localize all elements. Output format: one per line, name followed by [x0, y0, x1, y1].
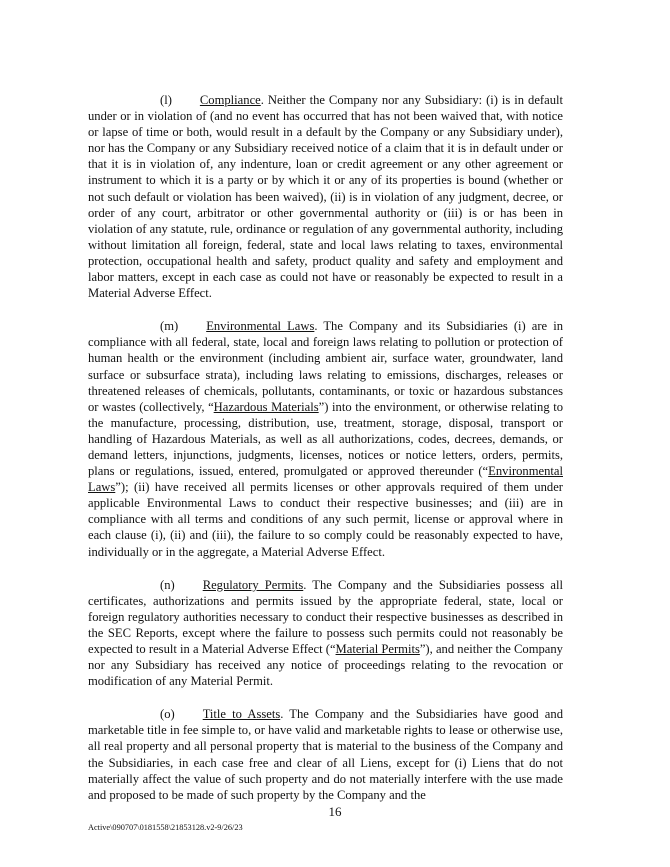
section-label: (n): [160, 577, 175, 592]
document-body: [88, 92, 563, 820]
section-label: (o): [160, 707, 175, 722]
section-paragraph: [88, 318, 563, 559]
section-paragraph: [88, 92, 563, 301]
section-label: (l): [160, 93, 172, 107]
paragraph-text: . The Company and the Subsidiaries possess all certificates, authorizations and permits issued by the appropriate federal, state, local or foreign regulatory authorities necessary to conduct their respective businesses as described in the SEC Reports, except where the failure to possess such permits could not reasonably be expected to result in a Material Adverse Effect (“: [88, 577, 563, 656]
section-heading: Title to Assets: [202, 707, 281, 722]
section-heading: Compliance: [199, 93, 261, 107]
paragraph-text: . The Company and the Subsidiaries have good and marketable title in fee simple to, or have valid and marketable rights to lease or otherwise use, all real property and all personal property that is material to the business of the Company and the Subsidiaries, in each case free and clear of all Liens, except for (i) Liens that do not materially affect the value of such property and do not materially interfere with the use made and proposed to be made of such property by the Company and the: [88, 707, 563, 802]
section-heading: Environmental Laws: [206, 319, 315, 334]
paragraph-text: ”) into the environment, or otherwise relating to the manufacture, processing, distribution, use, treatment, storage, disposal, transport or handling of Hazardous Materials, as well as all authorizations, codes, decrees, demands, or demand letters, injunctions, judgments, licenses, notices or notice letters, orders, permits, plans or regulations, issued, entered, promulgated or approved thereunder (“: [88, 399, 564, 479]
defined-term: Environmental Laws: [88, 464, 563, 495]
document-id-footer: Active\090707\0181558\21853128.v2-9/26/23: [88, 823, 243, 832]
page-number: 16: [328, 804, 342, 819]
section-heading: Regulatory Permits: [202, 577, 304, 592]
paragraph-text: . The Company and its Subsidiaries (i) are in compliance with all federal, state, local and foreign laws relating to pollution or protection of human health or the environment (including ambient air, surface water, groundwater, land surface or subsurface strata), including laws relating to emissions, discharges, releases or threatened releases of chemicals, pollutants, contaminants, or toxic or hazardous substances or wastes (collectively, “: [88, 319, 563, 414]
section-paragraph: [88, 577, 563, 690]
section-paragraph: [88, 706, 563, 803]
defined-term: Hazardous Materials: [213, 399, 319, 414]
paragraph-text: ”); (ii) have received all permits licenses or other approvals required of them under applicable Environmental Laws to conduct their respective businesses; and (iii) are in compliance with all terms and conditions of any such permit, license or approval where in each clause (i), (ii) and (iii), the failure to so comply could be reasonably expected to have, individually or in the aggregate, a Material Adverse Effect.: [88, 480, 563, 559]
defined-term: Material Permits: [335, 642, 420, 656]
section-label: (m): [160, 319, 179, 334]
paragraph-text: ”), and neither the Company nor any Subsidiary has received any notice of proceedings relating to the revocation or modification of any Material Permit.: [88, 642, 563, 689]
paragraph-text: . Neither the Company nor any Subsidiary: (i) is in default under or in violation of (and no event has occurred that has not been waived that, with notice or lapse of time or both, would result in a default by the Company or any Subsidiary under), nor has the Company or any Subsidiary received notice of a claim that it is in default under or that it is in violation of, any indenture, loan or credit agreement or any other agreement or instrument to which it is a party or by which it or any of its properties is bound (whether or not such default or violation has been waived), (ii) is in violation of any judgment, decree, or order of any court, arbitrator or other governmental authority or (iii) is or has been in violation of any statute, rule, ordinance or regulation of any governmental authority, including without limitation all foreign, federal, state and local laws relating to taxes, environmental protection, occupational health and safety, product quality and safety and employment and labor matters, except in each case as could not have or reasonably be expected to result in a Material Adverse Effect.: [88, 93, 563, 301]
